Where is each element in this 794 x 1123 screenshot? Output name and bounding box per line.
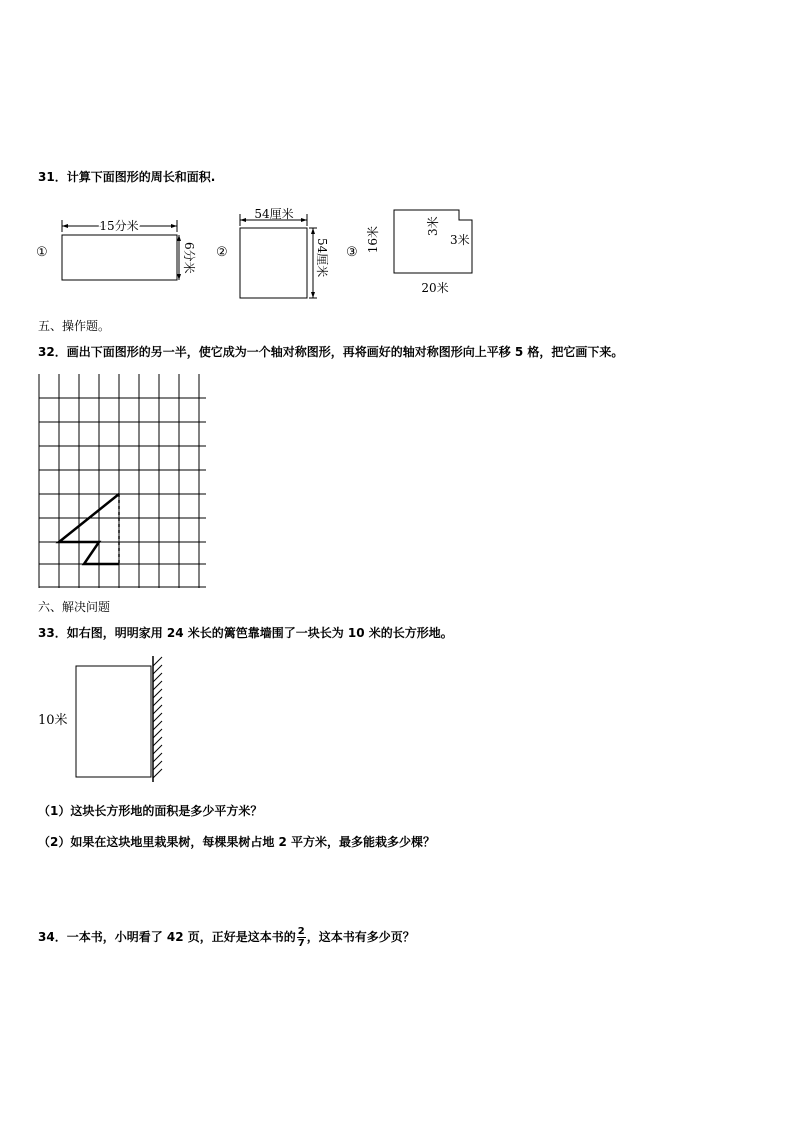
fraction-denominator: 7	[297, 938, 305, 949]
figure-2-square	[240, 228, 307, 298]
figure-1-height-label: 6分米	[182, 242, 196, 274]
question-34-before: 34．一本书，小明看了 42 页，正好是这本书的	[38, 930, 296, 944]
wall-hatching	[153, 657, 162, 778]
figure-3-notch-height-label: 3米	[426, 216, 440, 236]
section-6-title: 六、解决问题	[38, 600, 111, 614]
question-33-sub-1: （1）这块长方形地的面积是多少平方米？	[38, 804, 263, 818]
fraction	[297, 926, 306, 949]
q32-grid	[38, 374, 208, 590]
q31-figures	[30, 200, 490, 310]
figure-2-height-label: 54厘米	[315, 238, 329, 278]
question-33-text: 33．如右图，明明家用 24 米长的篱笆靠墙围了一块长为 10 米的长方形地。	[38, 626, 453, 640]
question-31-text: 31．计算下面图形的周长和面积.	[38, 170, 216, 184]
figure-1-width-label: 15分米	[99, 219, 139, 233]
question-33-sub-2: （2）如果在这块地里栽果树，每棵果树占地 2 平方米，最多能栽多少棵？	[38, 835, 436, 849]
fraction-numerator: 2	[297, 926, 305, 937]
figure-1-rectangle	[62, 235, 177, 280]
field-rectangle	[76, 666, 151, 777]
question-32-text: 32．画出下面图形的另一半，使它成为一个轴对称图形，再将画好的轴对称图形向上平移 5 格，把它画下来。	[38, 345, 624, 359]
question-34-after: ，这本书有多少页？	[306, 930, 415, 944]
question-34-text	[38, 925, 415, 949]
figure-2-width-label: 54厘米	[254, 207, 294, 221]
q33-figure	[36, 654, 176, 784]
figure-2-label: ②	[216, 245, 228, 260]
figure-3-label: ③	[346, 245, 358, 260]
section-5-title: 五、操作题。	[38, 319, 111, 333]
half-shape	[59, 494, 119, 564]
figure-3-notch-width-label: 3米	[450, 233, 470, 247]
grid-lines	[39, 374, 206, 588]
figure-3-bottom-label: 20米	[421, 281, 449, 295]
figure-1-label: ①	[36, 245, 48, 260]
figure-3-left-label: 16米	[366, 226, 380, 254]
field-side-label: 10米	[38, 713, 68, 728]
